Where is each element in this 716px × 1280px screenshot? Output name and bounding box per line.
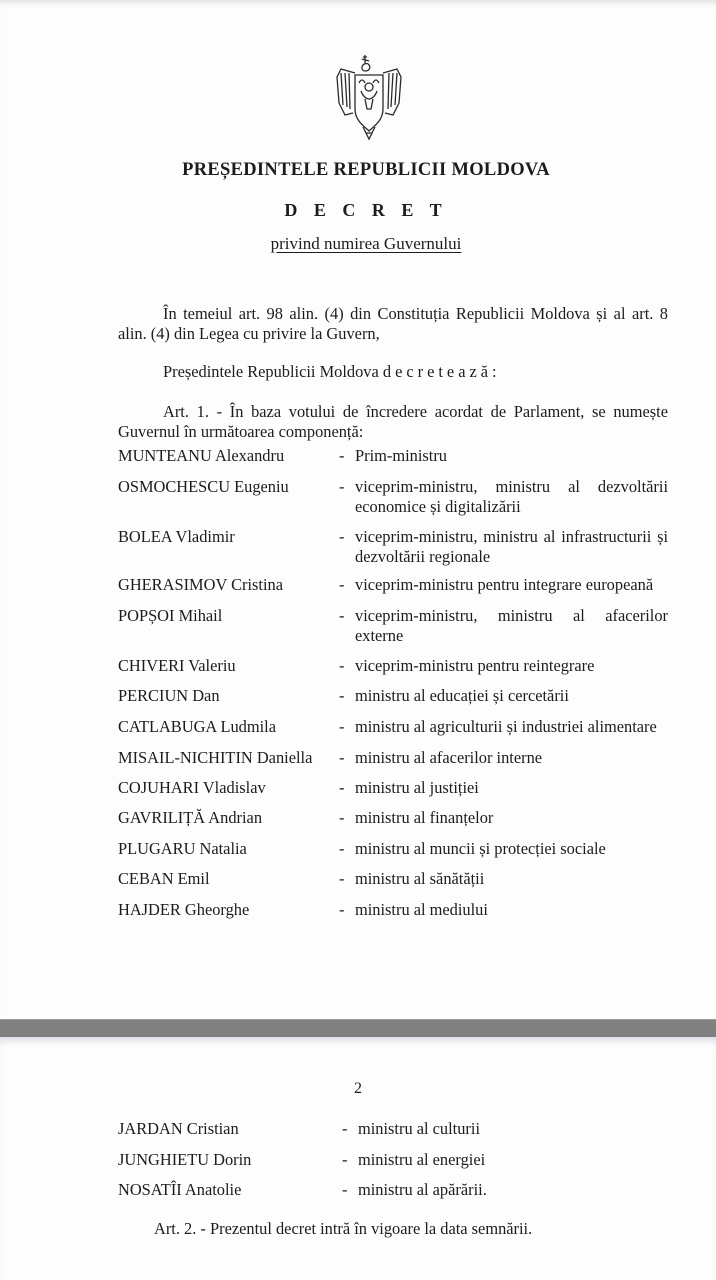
dash: - (339, 686, 345, 705)
member-role: ministru al energiei (358, 1150, 486, 1169)
dash: - (339, 656, 345, 675)
decrees-word: decretează: (382, 362, 501, 381)
member-name: BOLEA Vladimir (118, 527, 235, 546)
article-1-paragraph (118, 402, 668, 442)
dash: - (339, 778, 345, 797)
decrees-prefix: Președintele Republicii Moldova (163, 362, 379, 381)
page-number: 2 (354, 1080, 362, 1097)
member-role: ministru al sănătății (355, 869, 485, 888)
member-role: Prim-ministru (355, 446, 447, 465)
member-role: viceprim-ministru pentru integrare europeană (355, 575, 654, 594)
dash: - (339, 900, 345, 919)
member-name: OSMOCHESCU Eugeniu (118, 477, 289, 496)
member-role: ministru al mediului (355, 900, 488, 919)
dash: - (339, 808, 345, 827)
member-name: COJUHARI Vladislav (118, 778, 266, 797)
member-role: ministru al agriculturii și industriei alimentare (355, 717, 657, 736)
member-name: CHIVERI Valeriu (118, 656, 236, 675)
article-1-text: Art. 1. - În baza votului de încredere acordat de Parlament, se numește Guvernul în următoarea componență: (118, 402, 668, 441)
member-name: CATLABUGA Ludmila (118, 717, 276, 736)
member-role: ministru al educației și cercetării (355, 686, 569, 705)
dash: - (339, 527, 345, 546)
page-separator (0, 1019, 716, 1038)
issuer-heading: PREȘEDINTELE REPUBLICII MOLDOVA (182, 160, 550, 180)
member-role: ministru al finanțelor (355, 808, 494, 827)
dash: - (339, 869, 345, 888)
member-name: PLUGARU Natalia (118, 839, 247, 858)
legal-basis-text: În temeiul art. 98 alin. (4) din Constituția Republicii Moldova și al art. 8 alin. (4) din Legea cu privire la Guvern, (118, 304, 668, 343)
dash: - (339, 839, 345, 858)
dash: - (339, 477, 345, 496)
member-role: ministru al afacerilor interne (355, 748, 543, 767)
member-name: HAJDER Gheorghe (118, 900, 250, 919)
dash: - (342, 1180, 348, 1199)
member-name: JARDAN Cristian (118, 1119, 239, 1138)
decrees-paragraph (118, 362, 668, 382)
member-name: NOSATÎI Anatolie (118, 1180, 242, 1199)
member-role: ministru al apărării. (358, 1180, 487, 1199)
member-name: MISAIL-NICHITIN Daniella (118, 748, 313, 767)
dash: - (339, 575, 345, 594)
article-2-paragraph: Art. 2. - Prezentul decret intră în vigoare la data semnării. (154, 1219, 533, 1238)
member-name: GHERASIMOV Cristina (118, 575, 283, 594)
dash: - (339, 606, 345, 625)
dash: - (342, 1119, 348, 1138)
member-name: PERCIUN Dan (118, 686, 220, 705)
member-role: ministru al justiției (355, 778, 479, 797)
member-role: viceprim-ministru, ministru al dezvoltării economice și digitalizării (355, 477, 668, 516)
member-name: POPȘOI Mihail (118, 606, 223, 625)
document-subject-text: privind numirea Guvernului (270, 234, 462, 253)
member-name: GAVRILIȚĂ Andrian (118, 808, 263, 827)
document-type-heading: D E C R E T (284, 200, 448, 220)
member-role: ministru al muncii și protecției sociale (355, 839, 606, 858)
member-role: viceprim-ministru, ministru al afacerilor externe (355, 606, 668, 645)
dash: - (342, 1150, 348, 1169)
legal-basis-paragraph (118, 304, 668, 344)
dash: - (339, 446, 345, 465)
member-name: JUNGHIETU Dorin (118, 1150, 252, 1169)
member-role: viceprim-ministru pentru reintegrare (355, 656, 595, 675)
member-name: CEBAN Emil (118, 869, 210, 888)
coat-of-arms-icon (333, 53, 405, 143)
dash: - (339, 748, 345, 767)
member-name: MUNTEANU Alexandru (118, 446, 285, 465)
document-subject (8, 234, 716, 254)
dash: - (339, 717, 345, 736)
member-role: viceprim-ministru, ministru al infrastructurii și dezvoltării regionale (355, 527, 668, 566)
member-role: ministru al culturii (358, 1119, 481, 1138)
